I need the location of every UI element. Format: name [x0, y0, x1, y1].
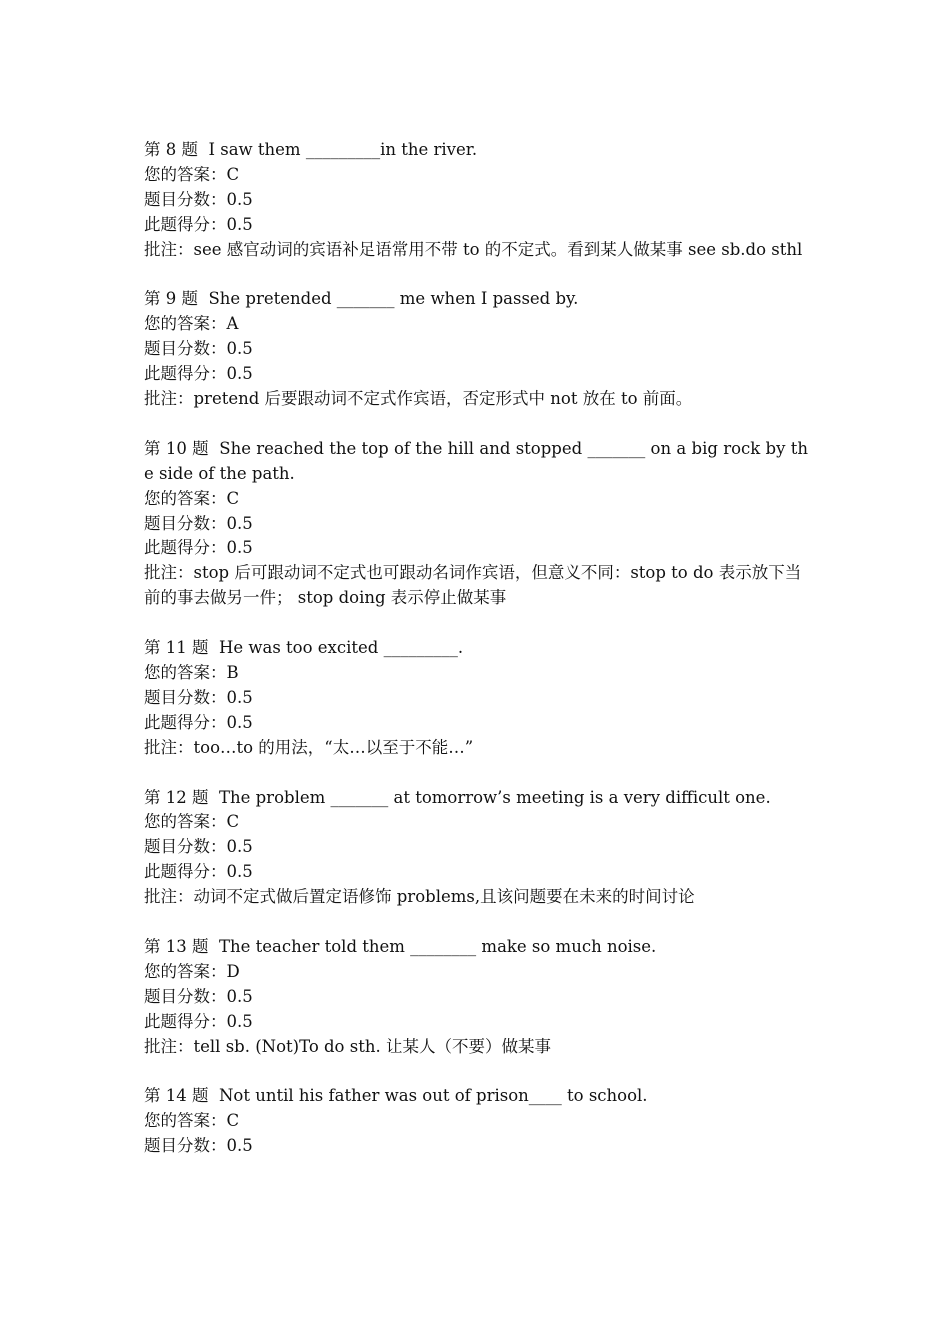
question-header: 第 10 题 She reached the top of the hill and stopped _______ on a big rock by the side of the path.	[144, 438, 808, 483]
annotation: 批注：pretend 后要跟动词不定式作宾语，否定形式中 not 放在 to 前面。	[144, 389, 693, 409]
your-answer: 您的答案：D	[144, 961, 240, 981]
question-score: 题目分数：0.5	[144, 513, 253, 533]
your-answer: 您的答案：B	[144, 662, 239, 682]
question-11	[144, 636, 808, 761]
annotation: 批注：tell sb. (Not)To do sth. 让某人（不要）做某事	[144, 1036, 551, 1056]
question-score: 题目分数：0.5	[144, 687, 253, 707]
your-answer: 您的答案：C	[144, 812, 240, 832]
question-14	[144, 1084, 808, 1159]
earned-score: 此题得分：0.5	[144, 712, 253, 732]
annotation: 批注：too…to 的用法，“太…以至于不能…”	[144, 737, 474, 757]
annotation: 批注：动词不定式做后置定语修饰 problems,且该问题要在未来的时间讨论	[144, 887, 695, 907]
question-12	[144, 786, 808, 911]
earned-score: 此题得分：0.5	[144, 862, 253, 882]
your-answer: 您的答案：C	[144, 164, 240, 184]
question-header: 第 12 题 The problem _______ at tomorrow’s meeting is a very difficult one.	[144, 787, 771, 807]
question-header: 第 9 题 She pretended _______ me when I passed by.	[144, 289, 579, 309]
earned-score: 此题得分：0.5	[144, 1011, 253, 1031]
question-score: 题目分数：0.5	[144, 986, 253, 1006]
question-10	[144, 437, 808, 611]
document-page	[144, 138, 808, 1184]
annotation: 批注：stop 后可跟动词不定式也可跟动名词作宾语，但意义不同：stop to do 表示放下当前的事去做另一件； stop doing 表示停止做某事	[144, 563, 802, 608]
question-9	[144, 287, 808, 412]
question-score: 题目分数：0.5	[144, 1136, 253, 1156]
your-answer: 您的答案：C	[144, 1111, 240, 1131]
question-score: 题目分数：0.5	[144, 837, 253, 857]
question-header: 第 14 题 Not until his father was out of prison____ to school.	[144, 1086, 648, 1106]
question-header: 第 11 题 He was too excited _________.	[144, 638, 464, 658]
earned-score: 此题得分：0.5	[144, 364, 253, 384]
annotation: 批注：see 感官动词的宾语补足语常用不带 to 的不定式。看到某人做某事 see sb.do sthl	[144, 239, 803, 259]
question-13	[144, 935, 808, 1060]
question-8	[144, 138, 808, 263]
earned-score: 此题得分：0.5	[144, 214, 253, 234]
your-answer: 您的答案：C	[144, 488, 240, 508]
question-score: 题目分数：0.5	[144, 189, 253, 209]
question-score: 题目分数：0.5	[144, 339, 253, 359]
your-answer: 您的答案：A	[144, 314, 239, 334]
earned-score: 此题得分：0.5	[144, 538, 253, 558]
question-header: 第 8 题 I saw them _________in the river.	[144, 140, 478, 159]
question-header: 第 13 题 The teacher told them ________ make so much noise.	[144, 936, 657, 956]
